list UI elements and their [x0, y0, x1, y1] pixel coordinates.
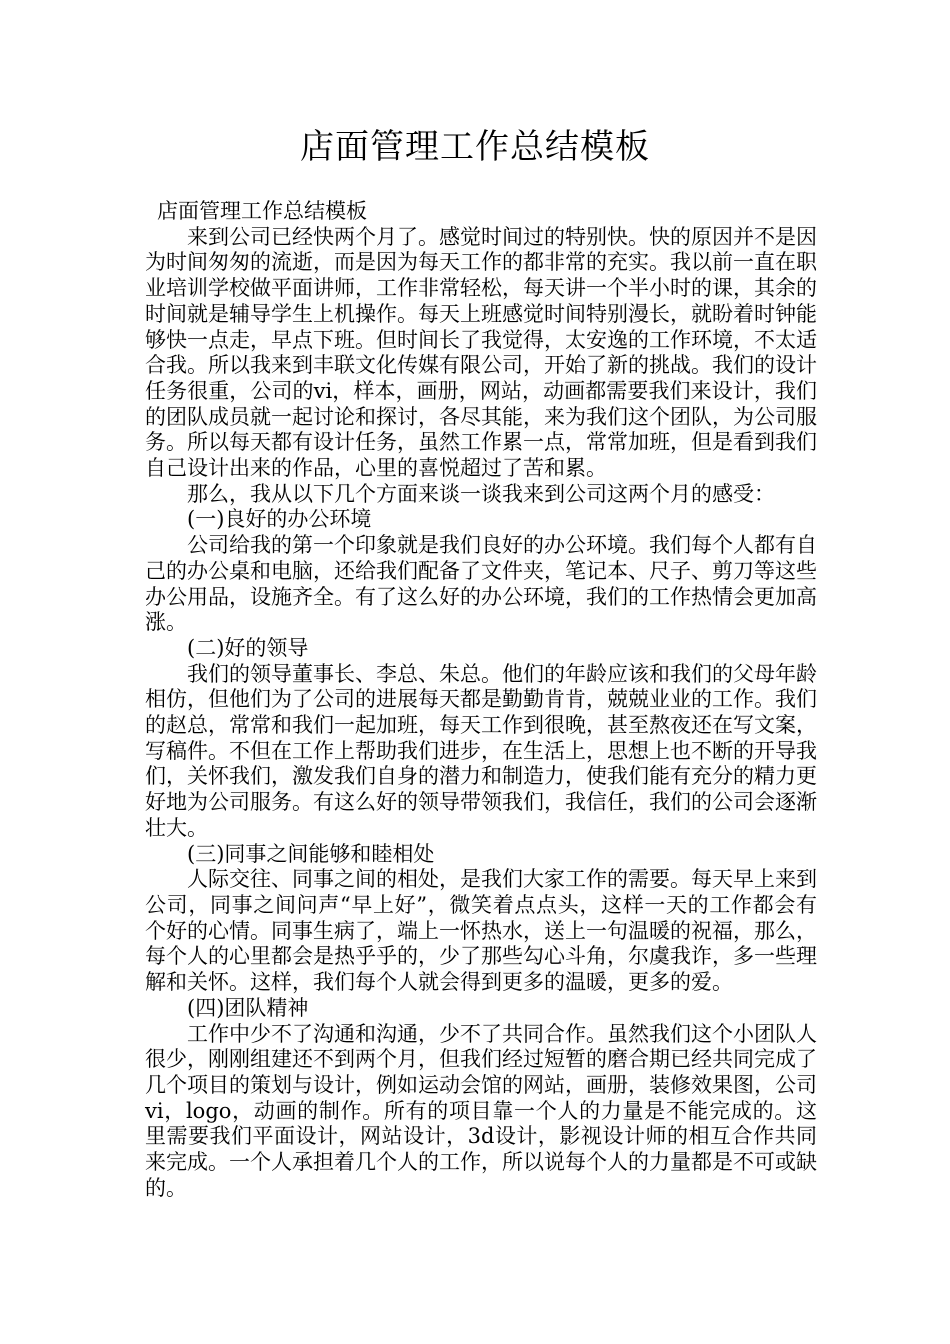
paragraph-intro: 来到公司已经快两个月了。感觉时间过的特别快。快的原因并不是因为时间匆匆的流逝，而是因为每天工作的都非常的充实。我以前一直在职业培训学校做平面讲师，工作非常轻松，每天讲一个半小时的课，其余的时间就是辅导学生上机操作。每天上班感觉时间特别漫长，就盼着时钟能够快一点走，早点下班。但时间长了我觉得，太安逸的工作环境，不太适合我。所以我来到丰联文化传媒有限公司，开始了新的挑战。我们的设计任务很重，公司的vi，样本，画册，网站，动画都需要我们来设计，我们的团队成员就一起讨论和探讨，各尽其能，来为我们这个团队，为公司服务。所以每天都有设计任务，虽然工作累一点，常常加班，但是看到我们自己设计出来的作品，心里的喜悦超过了苦和累。: [145, 224, 817, 481]
document-title: 店面管理工作总结模板: [300, 127, 650, 167]
document-body: [145, 199, 817, 1201]
paragraph-leadership: 我们的领导董事长、李总、朱总。他们的年龄应该和我们的父母年龄相仿，但他们为了公司的进展每天都是勤勤肯肯，兢兢业业的工作。我们的赵总，常常和我们一起加班，每天工作到很晚，甚至熬夜还在写文案，写稿件。不但在工作上帮助我们进步，在生活上，思想上也不断的开导我们，关怀我们，激发我们自身的潜力和制造力，使我们能有充分的精力更好地为公司服务。有这么好的领导带领我们，我信任，我们的公司会逐渐壮大。: [145, 661, 817, 840]
paragraph-colleagues: 人际交往、同事之间的相处，是我们大家工作的需要。每天早上来到公司，同事之间问声“早上好”，微笑着点点头，这样一天的工作都会有个好的心情。同事生病了，端上一怀热水，送上一句温暖的祝福，那么，每个人的心里都会是热乎乎的，少了那些勾心斗角，尔虞我诈，多一些理解和关怀。这样，我们每个人就会得到更多的温暖，更多的爱。: [145, 867, 817, 995]
section-heading-teamwork: (四)团队精神: [187, 995, 309, 1020]
paragraph-environment: 公司给我的第一个印象就是我们良好的办公环境。我们每个人都有自己的办公桌和电脑，还给我们配备了文件夹，笔记本、尺子、剪刀等这些办公用品，设施齐全。有了这么好的办公环境，我们的工作热情会更加高涨。: [145, 533, 817, 635]
paragraph-overview: 那么，我从以下几个方面来谈一谈我来到公司这两个月的感受：: [187, 481, 775, 506]
section-heading-colleagues: (三)同事之间能够和睦相处: [187, 841, 435, 866]
paragraph-teamwork: 工作中少不了沟通和沟通，少不了共同合作。虽然我们这个小团队人很少，刚刚组建还不到两个月，但我们经过短暂的磨合期已经共同完成了几个项目的策划与设计，例如运动会馆的网站，画册，装修效果图，公司vi，logo，动画的制作。所有的项目靠一个人的力量是不能完成的。这里需要我们平面设计，网站设计，3d设计，影视设计师的相互合作共同来完成。一个人承担着几个人的工作，所以说每个人的力量都是不可或缺的。: [145, 1021, 817, 1200]
section-heading-environment: (一)良好的办公环境: [187, 507, 372, 532]
document-subtitle: 店面管理工作总结模板: [157, 199, 367, 223]
section-heading-leadership: (二)好的领导: [187, 635, 309, 660]
